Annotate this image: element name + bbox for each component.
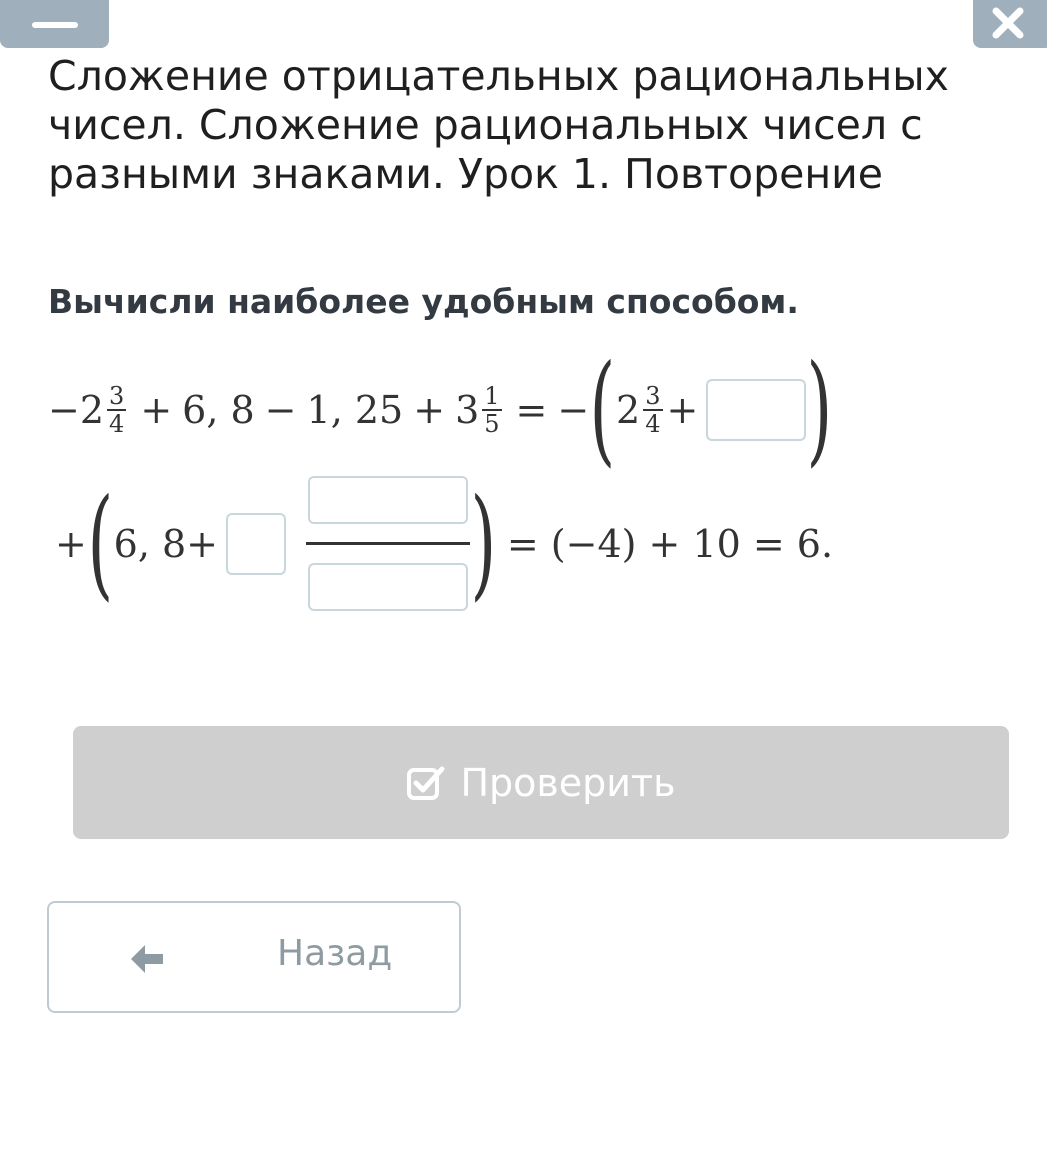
denominator-input[interactable] (308, 563, 468, 611)
mixed-number-term4: 3 $\frac{1}{5}$ (455, 382, 500, 438)
close-icon (991, 6, 1025, 40)
page-title: Сложение отрицательных рациональных чисел. Сложение рациональных чисел с разными знаками. Урок 1. Повторение (48, 52, 949, 198)
check-button-label: Проверить (460, 760, 676, 805)
operator: + (55, 521, 87, 566)
minus-sign: − (557, 388, 590, 432)
term-decimal: 1, 25 (306, 388, 404, 432)
back-button-label: Назад (277, 933, 393, 974)
term-group2: 6, 8+ (113, 521, 219, 566)
minimize-button[interactable] (0, 0, 109, 48)
arrow-left-icon (127, 941, 167, 986)
answer-input-1[interactable] (706, 379, 806, 441)
operator: + (666, 388, 699, 432)
open-paren: ( (87, 473, 114, 613)
fraction: $\frac{3}{4}$ (645, 382, 661, 438)
close-paren: ) (806, 340, 833, 479)
open-paren: ( (589, 340, 616, 479)
close-paren: ) (470, 473, 497, 613)
fraction: $\frac{1}{5}$ (484, 382, 500, 438)
fraction: $\frac{3}{4}$ (109, 382, 125, 438)
answer-input-2[interactable] (226, 513, 286, 575)
result-expression: = (−4) + 10 = 6. (506, 521, 834, 566)
operator: − (264, 388, 297, 432)
mixed-number-group1: 2 $\frac{3}{4}$ (616, 382, 661, 438)
close-button[interactable] (973, 0, 1047, 48)
term-decimal: 6, 8 (182, 388, 255, 432)
fraction-input (306, 476, 470, 611)
minus-icon (32, 22, 78, 28)
checkbox-check-icon (406, 765, 446, 801)
check-button[interactable] (73, 726, 1009, 839)
fraction-bar (306, 542, 470, 545)
expression-line-1 (48, 340, 833, 479)
mixed-number-term1: 2 $\frac{3}{4}$ (79, 382, 125, 438)
operator: + (413, 388, 446, 432)
expression-line-2 (55, 473, 834, 613)
back-button[interactable] (47, 901, 461, 1013)
task-instruction: Вычисли наиболее удобным способом. (48, 282, 799, 321)
equals-sign: = (515, 388, 548, 432)
minus-sign: − (48, 388, 80, 432)
operator: + (140, 388, 173, 432)
numerator-input[interactable] (308, 476, 468, 524)
